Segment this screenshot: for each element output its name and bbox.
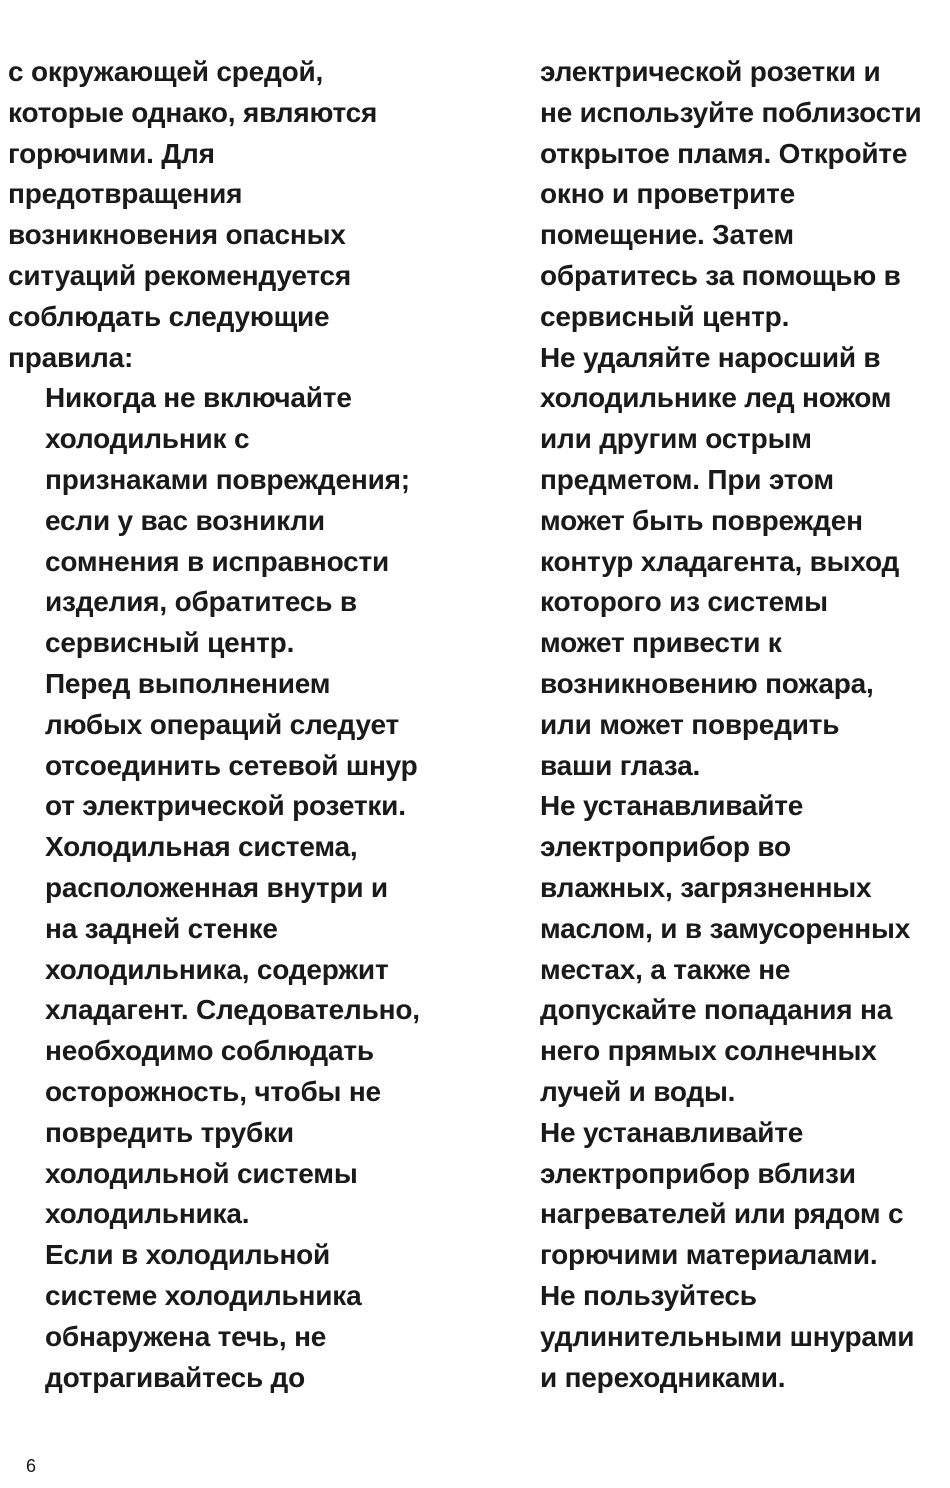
text-line: предметом. При этом [540,463,834,495]
text-line: Не устанавливайте [540,790,804,822]
text-line: холодильной системы [45,1157,358,1189]
text-line: Перед выполнением [45,667,331,699]
text-line: соблюдать следующие [8,300,330,332]
text-line: контур хладагента, выход [540,545,900,577]
text-line: признаками повреждения; [45,463,410,495]
text-line: может быть поврежден [540,504,863,536]
right-column [540,52,945,1398]
text-line: отсоединить сетевой шнур [45,749,418,781]
left-column [8,52,478,1398]
text-line: электроприбор во [540,831,791,863]
text-line: или может повредить [540,708,840,740]
text-line: Не пользуйтесь [540,1279,757,1311]
text-line: предотвращения [8,178,243,210]
text-line: не используйте поблизости [540,96,922,128]
rule-refrigerant-tubes [8,827,478,1235]
rule-leak-continued [540,52,945,338]
text-line: расположенная внутри и [45,871,388,903]
text-line: Не удаляйте наросший в [540,341,881,373]
rule-leak-start [8,1235,478,1398]
text-line: которые однако, являются [8,96,378,128]
text-line: обратитесь за помощью в [540,259,901,291]
text-line: открытое пламя. Откройте [540,137,908,169]
text-line: него прямых солнечных [540,1035,877,1067]
text-line: хладагент. Следовательно, [45,994,420,1026]
rule-ice-removal [540,338,945,787]
text-line: может привести к [540,627,782,659]
text-line: возникновению пожара, [540,667,874,699]
text-line: окно и проветрите [540,178,795,210]
text-line: сервисный центр. [540,300,790,332]
text-line: удлинительными шнурами [540,1320,915,1352]
text-line: горючими материалами. [540,1239,878,1271]
text-line: с окружающей средой, [8,56,324,87]
text-line: возникновения опасных [8,219,346,251]
text-line: правила: [8,341,134,373]
text-line: холодильнике лед ножом [540,382,892,414]
text-line: системе холодильника [45,1279,362,1311]
text-line: допускайте попадания на [540,994,893,1026]
text-line: любых операций следует [45,708,399,740]
text-line: Холодильная система, [45,831,358,863]
text-line: электроприбор вблизи [540,1157,856,1189]
text-line: холодильника. [45,1198,250,1230]
text-line: холодильника, содержит [45,953,389,985]
text-line: Не устанавливайте [540,1116,804,1148]
text-line: обнаружена течь, не [45,1320,327,1352]
text-line: если у вас возникли [45,504,325,536]
text-line: и переходниками. [540,1361,786,1393]
text-line: маслом, и в замусоренных [540,912,911,944]
text-line: Если в холодильной [45,1239,331,1271]
text-line: осторожность, чтобы не [45,1075,381,1107]
text-line: ваши глаза. [540,749,701,781]
text-line: влажных, загрязненных [540,871,872,903]
text-line: лучей и воды. [540,1075,736,1107]
text-line: помещение. Затем [540,219,794,251]
text-line: сомнения в исправности [45,545,390,577]
text-line: ситуаций рекомендуется [8,259,352,291]
text-line: холодильник с [45,423,250,455]
text-line: которого из системы [540,586,828,618]
text-line: на задней стенке [45,912,278,944]
text-line: от электрической розетки. [45,790,406,822]
text-line: повредить трубки [45,1116,294,1148]
rule-heaters-flammables [540,1113,945,1276]
text-line: необходимо соблюдать [45,1035,374,1067]
text-line: Никогда не включайте [45,382,352,414]
rule-unplug-before-operations [8,664,478,827]
text-line: или другим острым [540,423,812,455]
text-line: местах, а также не [540,953,791,985]
text-line: сервисный центр. [45,627,295,659]
rule-damaged-fridge [8,378,478,664]
text-line: изделия, обратитесь в [45,586,357,618]
text-line: горючими. Для [8,137,215,169]
intro-paragraph [8,52,478,378]
rule-installation-location [540,786,945,1112]
page-number: 6 [26,1456,37,1476]
text-line: нагревателей или рядом с [540,1198,904,1230]
text-line: дотрагивайтесь до [45,1361,306,1393]
text-line: электрической розетки и [540,56,881,87]
rule-extension-cords [540,1276,945,1398]
